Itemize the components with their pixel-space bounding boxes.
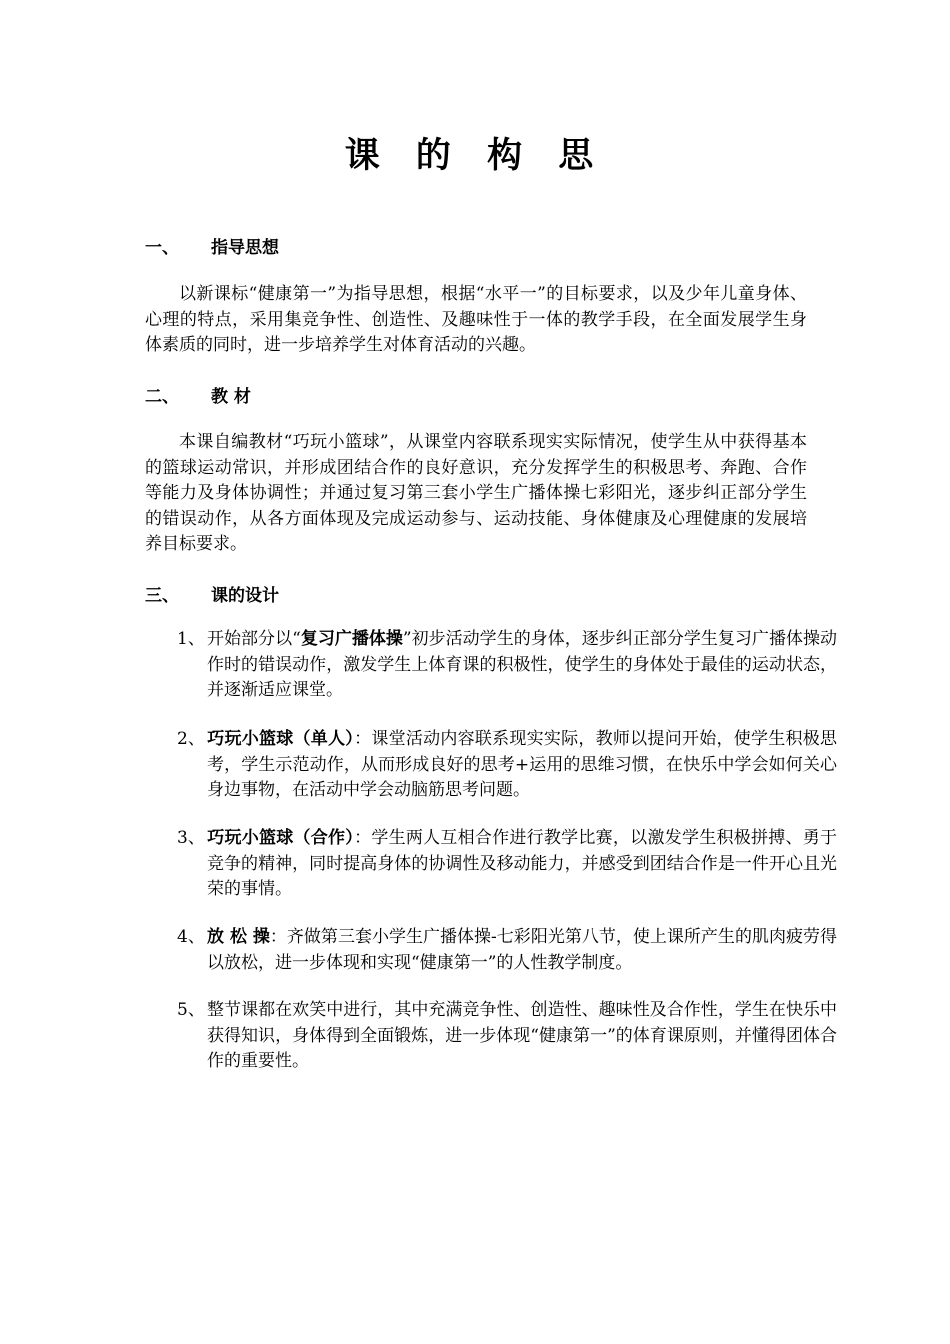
section-title: 教 材 xyxy=(211,387,251,407)
design-list-item xyxy=(177,925,837,976)
design-list-item xyxy=(177,727,837,804)
section-heading-teaching-material xyxy=(145,382,251,407)
item-number: 5、 xyxy=(177,1000,205,1020)
item-text-post: ”初步活动学生的身体，逐步纠正部分学生复习广播体操动作时的错误动作，激发学生上体育课的积极性，使学生的身体处于最佳的运动状态，并逐渐适应课堂。 xyxy=(207,629,837,700)
item-text-bold: 放 松 操 xyxy=(207,927,270,947)
item-text-pre: 开始部分以“ xyxy=(207,629,301,649)
section-heading-guiding-ideology xyxy=(145,233,279,258)
design-list-item xyxy=(177,998,837,1075)
item-text-pre: 整节课都在欢笑中进行，其中充满竞争性、创造性、趣味性及合作性，学生在快乐中获得知识，身体得到全面锻炼，进一步体现“健康第一”的体育课原则，并懂得团体合作的重要性。 xyxy=(207,1000,837,1071)
item-number: 1、 xyxy=(177,629,205,649)
design-list-item xyxy=(177,627,837,704)
item-text-post: ：齐做第三套小学生广播体操-七彩阳光第八节，使上课所产生的肌肉疲劳得以放松，进一步体现和实现“健康第一”的人性教学制度。 xyxy=(207,927,837,973)
item-number: 3、 xyxy=(177,828,205,848)
item-number: 2、 xyxy=(177,729,205,749)
section-title: 指导思想 xyxy=(211,238,279,258)
section-number: 二、 xyxy=(145,387,179,407)
section-paragraph-teaching-material: 本课自编教材“巧玩小篮球”，从课堂内容联系现实实际情况，使学生从中获得基本的篮球运动常识，并形成团结合作的良好意识，充分发挥学生的积极思考、奔跑、合作等能力及身体协调性；并通过复习第三套小学生广播体操七彩阳光，逐步纠正部分学生的错误动作，从各方面体现及完成运动参与、运动技能、身体健康及心理健康的发展培养目标要求。 xyxy=(145,432,807,554)
section-number: 一、 xyxy=(145,238,179,258)
design-list-item xyxy=(177,826,837,903)
section-heading-lesson-design xyxy=(145,581,279,606)
document-title: 课 的 构 思 xyxy=(344,136,606,176)
item-text-bold: 巧玩小篮球（合作） xyxy=(207,828,355,848)
item-text-bold: 巧玩小篮球（单人） xyxy=(207,729,355,749)
section-title: 课的设计 xyxy=(211,586,279,606)
item-number: 4、 xyxy=(177,927,205,947)
item-text-post: ：学生两人互相合作进行教学比赛，以激发学生积极拼搏、勇于竞争的精神，同时提高身体的协调性及移动能力，并感受到团结合作是一件开心且光荣的事情。 xyxy=(207,828,838,899)
item-text-bold: 复习广播体操 xyxy=(300,629,403,649)
item-text-post: ：课堂活动内容联系现实实际，教师以提问开始，使学生积极思考，学生示范动作，从而形成良好的思考+运用的思维习惯，在快乐中学会如何关心身边事物，在活动中学会动脑筋思考问题。 xyxy=(207,729,838,800)
section-number: 三、 xyxy=(145,586,179,606)
section-paragraph-guiding-ideology: 以新课标“健康第一”为指导思想，根据“水平一”的目标要求，以及少年儿童身体、心理的特点，采用集竞争性、创造性、及趣味性于一体的教学手段，在全面发展学生身体素质的同时，进一步培养学生对体育活动的兴趣。 xyxy=(145,284,807,355)
